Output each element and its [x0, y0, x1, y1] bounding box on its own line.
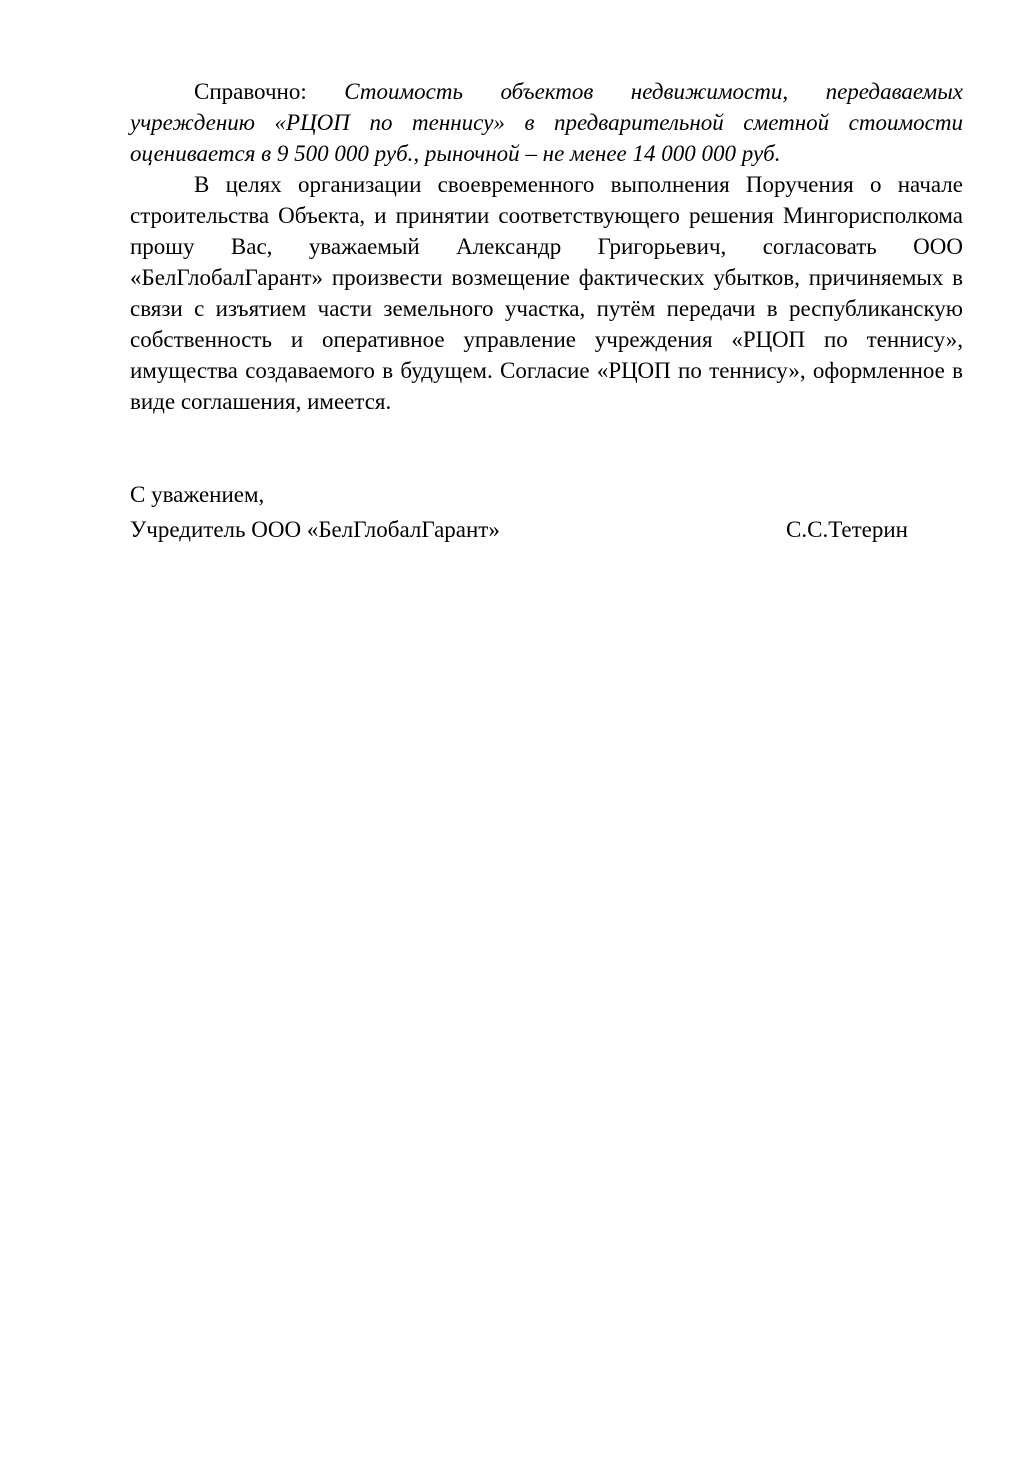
paragraph-spravochno-italic-text: Стоимость объектов недвижимости, передаваемых учреждению «РЦОП по теннису» в предварительной сметной стоимости оценивается в 9 500 000 руб., рыночной – не менее 14 000 000 руб.: [130, 79, 963, 166]
closing-salutation: С уважением,: [130, 482, 265, 507]
letter-body: [130, 76, 963, 545]
paragraph-spravochno-lead: Справочно:: [194, 79, 345, 104]
closing-block: [130, 479, 963, 545]
paragraph-main: [130, 169, 963, 417]
signature-title: Учредитель ООО «БелГлобалГарант»: [130, 517, 500, 542]
signature-row: [130, 514, 963, 545]
paragraph-spravochno: [130, 76, 963, 169]
signature-name: С.С.Тетерин: [786, 517, 908, 542]
paragraph-main-text: В целях организации своевременного выполнения Поручения о начале строительства Объекта, и принятии соответствующего решения Мингорисполкома прошу Вас, уважаемый Александр Григорьевич, согласовать ООО «БелГлобалГарант» произвести возмещение фактических убытков, причиняемых в связи с изъятием части земельного участка, путём передачи в республиканскую собственность и оперативное управление учреждения «РЦОП по теннису», имущества создаваемого в будущем. Согласие «РЦОП по теннису», оформленное в виде соглашения, имеется.: [130, 172, 963, 414]
